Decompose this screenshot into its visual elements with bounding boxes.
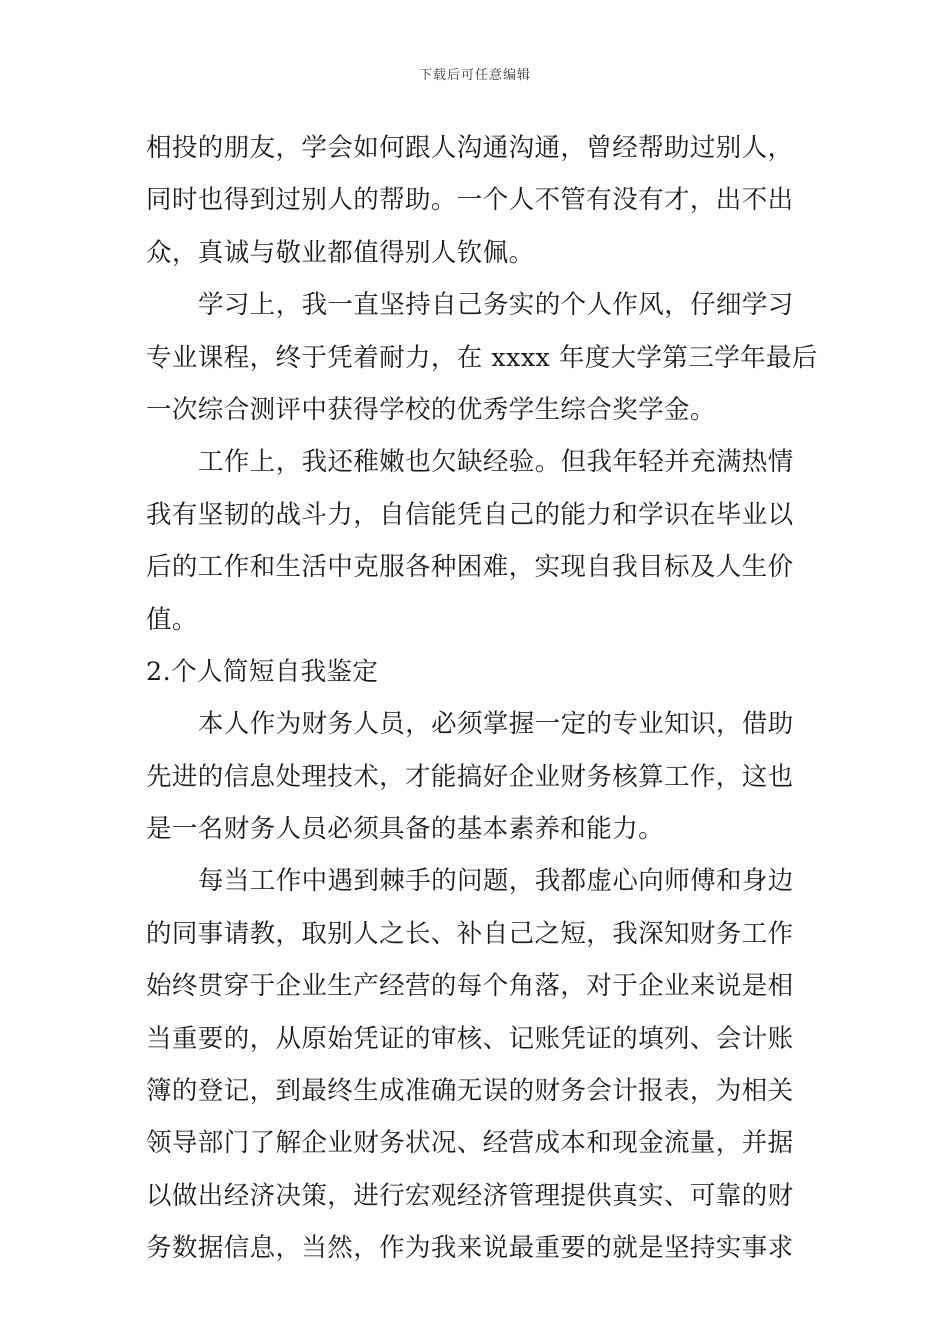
- text-line: 务数据信息，当然，作为我来说最重要的就是坚持实事求: [146, 1233, 794, 1264]
- text-line: 同时也得到过别人的帮助。一个人不管有没有才，出不出: [146, 185, 794, 216]
- text-line: 先进的信息处理技术，才能搞好企业财务核算工作，这也: [146, 761, 794, 792]
- paragraph-start-line: 学习上，我一直坚持自己务实的个人作风，仔细学习: [198, 290, 794, 321]
- paragraph-start-line: 工作上，我还稚嫩也欠缺经验。但我年轻并充满热情: [198, 447, 794, 478]
- text-line: 始终贯穿于企业生产经营的每个角落，对于企业来说是相: [146, 971, 794, 1002]
- text-line: 后的工作和生活中克服各种困难，实现自我目标及人生价: [146, 552, 794, 583]
- section-heading: 2.个人简短自我鉴定: [146, 656, 379, 687]
- text-line: 我有坚韧的战斗力，自信能凭自己的能力和学识在毕业以: [146, 499, 794, 530]
- paragraph-start-line: 本人作为财务人员，必须掌握一定的专业知识，借助: [198, 709, 794, 740]
- text-line: 以做出经济决策，进行宏观经济管理提供真实、可靠的财: [146, 1180, 794, 1211]
- document-body: [146, 122, 818, 1275]
- text-line: 当重要的，从原始凭证的审核、记账凭证的填列、会计账: [146, 1023, 794, 1054]
- text-line: 专业课程，终于凭着耐力，在 xxxx 年度大学第三学年最后: [146, 342, 818, 373]
- paragraph-start-line: 每当工作中遇到棘手的问题，我都虚心向师傅和身边: [198, 866, 794, 897]
- text-line: 簿的登记，到最终生成准确无误的财务会计报表，为相关: [146, 1076, 794, 1107]
- text-line: 众，真诚与敬业都值得别人钦佩。: [146, 237, 535, 268]
- text-line: 相投的朋友，学会如何跟人沟通沟通，曾经帮助过别人，: [146, 133, 794, 163]
- text-line: 值。: [146, 604, 198, 635]
- page-header: 下载后可任意编辑: [418, 68, 531, 83]
- text-line: 一次综合测评中获得学校的优秀学生综合奖学金。: [146, 394, 716, 425]
- text-line: 是一名财务人员必须具备的基本素养和能力。: [146, 814, 665, 845]
- text-line: 的同事请教，取别人之长、补自己之短，我深知财务工作: [146, 918, 794, 949]
- text-line: 领导部门了解企业财务状况、经营成本和现金流量，并据: [146, 1128, 794, 1159]
